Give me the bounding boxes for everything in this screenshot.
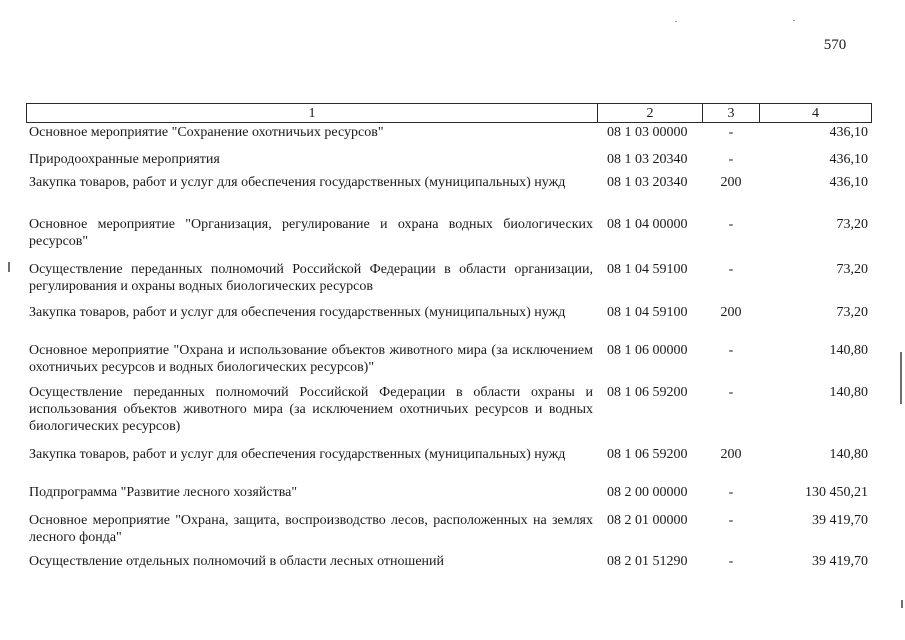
row-name: Подпрограмма "Развитие лесного хозяйства" <box>29 485 298 500</box>
row-type: - <box>728 217 734 232</box>
row-type: - <box>728 554 734 569</box>
row-amount: 73,20 <box>836 305 868 320</box>
row-type: - <box>728 513 734 528</box>
row-amount: 436,10 <box>829 125 868 140</box>
row-code: 08 2 01 51290 <box>607 554 688 569</box>
row-type: - <box>728 125 734 140</box>
row-name: Основное мероприятие "Охрана, защита, воспроизводство лесов, расположенных на землях лесного фонда" <box>29 513 593 545</box>
row-amount: 130 450,21 <box>805 485 868 500</box>
row-amount: 73,20 <box>836 262 868 277</box>
row-type: - <box>728 385 734 400</box>
row-code: 08 1 03 20340 <box>607 175 688 190</box>
row-name: Осуществление переданных полномочий Российской Федерации в области организации, регулирования и охраны водных биологических ресурсов <box>29 262 593 294</box>
scan-margin-mark <box>900 352 902 404</box>
row-code: 08 1 04 59100 <box>607 262 688 277</box>
row-type: - <box>728 485 734 500</box>
row-amount: 73,20 <box>836 217 868 232</box>
row-name: Основное мероприятие "Сохранение охотничьих ресурсов" <box>29 125 384 140</box>
column-header-1: 1 <box>308 106 316 121</box>
row-code: 08 1 03 00000 <box>607 125 688 140</box>
page-number: 570 <box>823 37 847 53</box>
row-amount: 436,10 <box>829 152 868 167</box>
row-name: Закупка товаров, работ и услуг для обеспечения государственных (муниципальных) нужд <box>29 305 566 320</box>
scan-margin-mark <box>8 262 10 272</box>
row-amount: 436,10 <box>829 175 868 190</box>
row-name: Природоохранные мероприятия <box>29 152 220 167</box>
row-code: 08 1 04 59100 <box>607 305 688 320</box>
row-name: Основное мероприятие "Охрана и использование объектов животного мира (за исключением охотничьих ресурсов и водных биологических ресурсов)" <box>29 343 593 375</box>
row-type: - <box>728 152 734 167</box>
scan-margin-mark <box>901 600 903 608</box>
row-type: - <box>728 262 734 277</box>
scan-speck <box>675 21 677 22</box>
row-name: Закупка товаров, работ и услуг для обеспечения государственных (муниципальных) нужд <box>29 447 566 462</box>
row-type: 200 <box>720 305 742 320</box>
row-amount: 140,80 <box>829 343 868 358</box>
column-header-4: 4 <box>759 104 871 122</box>
row-code: 08 1 06 59200 <box>607 447 688 462</box>
table-header-row <box>26 103 872 123</box>
row-name: Осуществление переданных полномочий Российской Федерации в области охраны и использования объектов животного мира (за исключением охотничьих ресурсов и водных биологических ресурсов) <box>29 385 593 434</box>
row-amount: 140,80 <box>829 385 868 400</box>
row-code: 08 2 00 00000 <box>607 485 688 500</box>
row-amount: 140,80 <box>829 447 868 462</box>
row-code: 08 1 03 20340 <box>607 152 688 167</box>
row-code: 08 1 06 00000 <box>607 343 688 358</box>
row-type: 200 <box>720 447 742 462</box>
row-amount: 39 419,70 <box>812 513 868 528</box>
row-code: 08 1 04 00000 <box>607 217 688 232</box>
scan-speck <box>793 20 795 21</box>
row-name: Осуществление отдельных полномочий в области лесных отношений <box>29 554 445 569</box>
column-header-3: 3 <box>702 104 759 122</box>
row-type: 200 <box>720 175 742 190</box>
row-type: - <box>728 343 734 358</box>
row-name: Основное мероприятие "Организация, регулирование и охрана водных биологических ресурсов" <box>29 217 593 249</box>
column-header-2: 2 <box>597 104 702 122</box>
row-amount: 39 419,70 <box>812 554 868 569</box>
row-code: 08 2 01 00000 <box>607 513 688 528</box>
row-name: Закупка товаров, работ и услуг для обеспечения государственных (муниципальных) нужд <box>29 175 566 190</box>
row-code: 08 1 06 59200 <box>607 385 688 400</box>
